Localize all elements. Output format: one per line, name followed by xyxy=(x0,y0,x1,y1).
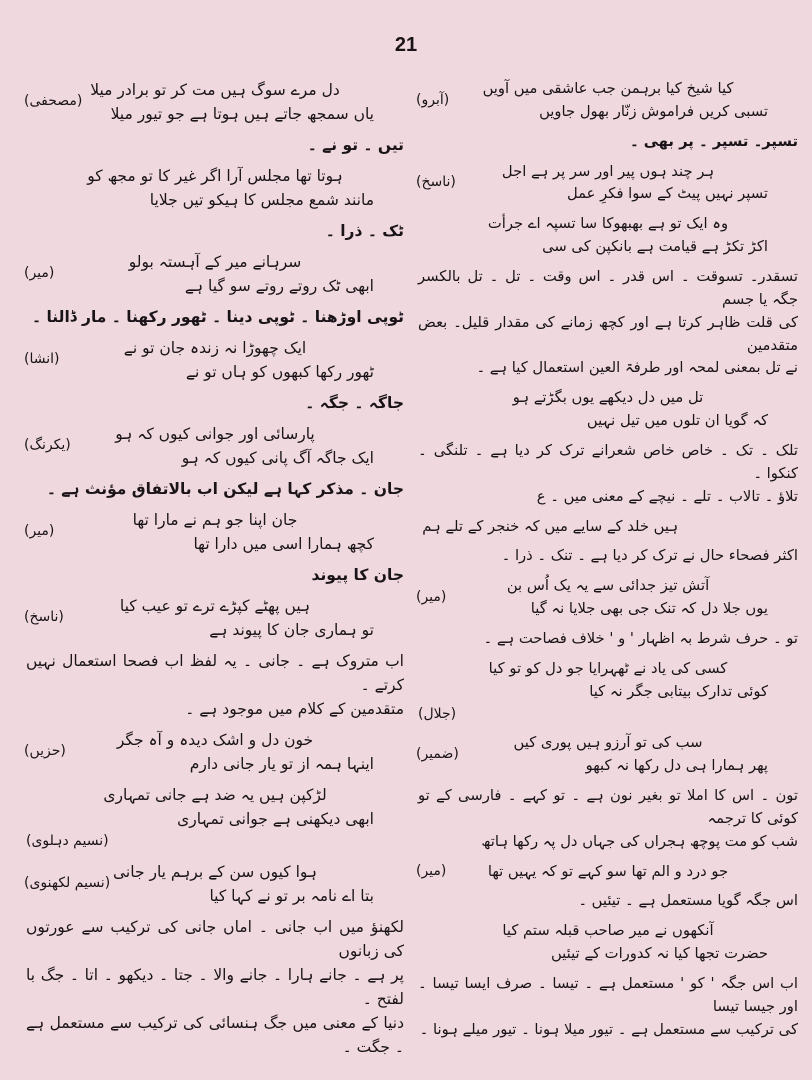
left-block xyxy=(26,508,404,556)
left-block xyxy=(26,219,404,243)
left-block xyxy=(26,391,404,415)
poet-attribution: (حزیں) xyxy=(24,743,66,760)
verse-line: ہوا کیوں سن کے برہم یار جانی xyxy=(113,863,317,882)
verse-line: جان اپنا جو ہم نے مارا تھا xyxy=(132,511,298,530)
verse-line: سرہانے میر کے آہستہ بولو xyxy=(128,253,302,272)
verse-line: پھر ہمارا ہی دل رکھا نہ کبھو xyxy=(585,757,768,775)
hemistich-line: ہیں خلد کے سایے میں کہ خنجر کے تلے ہم xyxy=(422,517,678,535)
verse-line: ایک جاگہ آگ پانی کیوں کہ ہو xyxy=(181,449,374,468)
poet-attribution: (میر) xyxy=(416,863,447,880)
verse-line: ہر چند ہوں پیر اور سر پر ہے اجل xyxy=(501,162,715,180)
verse-line: کوئی تدارک بیتابی جگر نہ کیا xyxy=(589,682,768,700)
verse-line: یاں سمجھ جاتے ہیں ہوتا ہے جو تیور میلا xyxy=(110,105,374,124)
left-block xyxy=(26,336,404,384)
left-block xyxy=(26,477,404,501)
verse-line: آتش تیز جدائی سے یہ یک اُس بن xyxy=(506,577,710,595)
right-block xyxy=(418,861,798,884)
verse-line: دل مرے سوگ ہیں مت کر تو برادر میلا xyxy=(90,81,340,99)
entry-heading: تیں ۔ تو نے ۔ xyxy=(307,136,404,155)
prose-line: اب متروک ہے ۔ جانی ۔ یہ لفظ اب فصحا استعمال نہیں کرتے ۔ xyxy=(26,652,404,695)
prose-line: تلاؤ ۔ تالاب ۔ تلے ۔ نیچے کے معنی میں ۔ ع xyxy=(536,487,798,505)
right-block xyxy=(418,890,798,913)
verse-line: خون دل و اشک دیدہ و آہ جگر xyxy=(116,731,314,750)
poet-attribution: (جلال) xyxy=(418,705,457,722)
verse-line: سب کی تو آرزو ہیں پوری کیں xyxy=(513,734,703,752)
prose-line: اس جگہ گویا مستعمل ہے ۔ تیئیں ۔ xyxy=(578,892,798,910)
verse-line: ہیں پھٹے کپڑے ترے تو عیب کیا xyxy=(119,597,311,616)
entry-heading: ٹک ۔ ذرا ۔ xyxy=(325,222,404,241)
poet-attribution: (نسیم دہلوی) xyxy=(26,833,109,850)
prose-line: تلک ۔ تک ۔ خاص خاص شعرانے ترک کر دیا ہے ۔ تلنگی ۔ کنکوا ۔ xyxy=(418,442,798,482)
left-block xyxy=(26,915,404,1059)
verse-line: کسی کی یاد نے ٹھہرایا جو دل کو تو کیا xyxy=(488,659,728,677)
right-block xyxy=(418,732,798,778)
verse-line: تسبی کریں فراموش زنّار بھول جاویں xyxy=(539,102,768,120)
verse-line: اکڑ تکڑ ہے قیامت ہے بانکپن کی سی xyxy=(542,238,768,256)
verse-line: کہ گویا ان تلوں میں تیل نہیں xyxy=(586,412,768,430)
left-block xyxy=(26,250,404,298)
poet-attribution: (نسیم لکھنوی) xyxy=(24,875,111,892)
right-block xyxy=(418,920,798,966)
verse-line: یوں جلا دل کہ تنک جی بھی جلایا نہ گیا xyxy=(530,600,768,618)
poet-attribution: (ناسخ) xyxy=(416,174,456,191)
right-block xyxy=(418,131,798,154)
poet-attribution: (یکرنگ) xyxy=(24,437,71,454)
verse-line: تسپر نہیں پیٹ کے سوا فکرِ عمل xyxy=(566,185,768,203)
prose-line: لکھنؤ میں اب جانی ۔ اماں جانی کی ترکیب سے عورتوں کی زبانوں xyxy=(26,918,404,961)
left-block xyxy=(26,563,404,587)
verse-line: ٹھور رکھا کبھوں کو ہاں تو نے xyxy=(185,363,374,382)
verse-line: جو درد و الم تھا سو کہے تو کہ یہیں تھا xyxy=(487,862,729,880)
poet-attribution: (ناسخ) xyxy=(24,609,64,626)
page-number: 21 xyxy=(394,34,418,56)
left-block xyxy=(26,305,404,329)
left-block xyxy=(26,133,404,157)
right-block xyxy=(418,545,798,568)
right-block xyxy=(418,387,798,433)
right-block xyxy=(418,785,798,854)
prose-line: نے تل بمعنی لمحہ اور طرفۃ العین استعمال کیا ہے ۔ xyxy=(476,359,798,377)
left-block xyxy=(26,78,404,126)
verse-line: لڑکپن ہیں یہ ضد ہے جانی تمہاری xyxy=(103,786,327,805)
verse-line: بتا اے نامہ بر تو نے کہا کیا xyxy=(209,887,374,906)
verse-line: ہوتا تھا مجلس آرا اگر غیر کا تو مجھ کو xyxy=(87,167,343,186)
prose-line: اکثر فصحاء حال نے ترک کر دیا ہے ۔ تنک ۔ ذرا ۔ xyxy=(501,547,798,565)
right-block xyxy=(418,78,798,124)
verse-line: ابھی ٹک روتے روتے سو گیا ہے xyxy=(184,277,374,296)
poet-attribution: (میر) xyxy=(416,589,447,606)
left-block xyxy=(26,649,404,721)
prose-line: اب اس جگہ ' کو ' مستعمل ہے ۔ تیسا ۔ صرف ایسا تیسا ۔ اور جیسا تیسا xyxy=(418,975,798,1015)
left-block xyxy=(26,164,404,212)
prose-line: تسقدر۔ تسوقت ۔ اس قدر ۔ اس وقت ۔ تل ۔ تل بالکسر جگہ یا جسم xyxy=(418,268,798,308)
right-block xyxy=(418,266,798,380)
verse-line: تل میں دل دیکھے یوں بگڑتے ہو xyxy=(512,389,704,407)
left-block xyxy=(26,860,404,908)
verse-line: ایک چھوڑا نہ زندہ جان تو نے xyxy=(123,339,307,358)
left-block xyxy=(26,422,404,470)
right-block xyxy=(418,973,798,1042)
entry-heading: جان ۔ مذکر کہا ہے لیکن اب بالاتفاق مؤنث ہے ۔ xyxy=(46,480,404,499)
prose-line: تو ۔ حرف شرط بہ اظہار ' و ' خلاف فصاحت ہے ۔ xyxy=(483,630,798,648)
verse-line: مانند شمع مجلس کا ہیکو تیں جلایا xyxy=(149,191,374,210)
right-block xyxy=(418,440,798,509)
prose-line: متقدمین کے کلام میں موجود ہے ۔ xyxy=(185,700,404,719)
verse-line: آنکھوں نے میر صاحب قبلہ ستم کیا xyxy=(502,922,714,940)
right-column xyxy=(418,78,798,1049)
entry-heading: جاگہ ۔ جگہ ۔ xyxy=(305,394,404,413)
prose-line: کی قلت ظاہر کرتا ہے اور کچھ زمانے کی مقدار قلیل۔ بعض متقدمین xyxy=(418,313,798,354)
poet-attribution: (میر) xyxy=(24,523,55,540)
prose-line: پر ہے ۔ جانے ہارا ۔ جانے والا ۔ جتا ۔ دیکھو ۔ اتا ۔ جگ با لفتح ۔ xyxy=(26,966,404,1009)
left-block xyxy=(26,594,404,642)
entry-heading: تسپر۔ تسپر ۔ پر بھی ۔ xyxy=(629,132,798,150)
verse-line: اینہا ہمہ از تو یار جانی دارم xyxy=(189,755,374,774)
right-block xyxy=(418,658,798,725)
right-block xyxy=(418,575,798,621)
verse-line: کیا شیخ کیا برہمن جب عاشقی میں آویں xyxy=(482,80,734,97)
right-block xyxy=(418,628,798,651)
verse-line: کچھ ہمارا اسی میں دارا تھا xyxy=(193,535,374,554)
poet-attribution: (مصحفی) xyxy=(24,93,83,110)
entry-heading: ٹوپی اوڑھنا ۔ ٹوپی دینا ۔ ٹھور رکھنا ۔ مار ڈالنا ۔ xyxy=(32,308,404,327)
prose-line: دنیا کے معنی میں جگ ہنسائی کی ترکیب سے مستعمل ہے ۔ جگت ۔ xyxy=(26,1014,404,1057)
verse-line: وہ ایک تو ہے بھبھوکا سا تسپہ اے جرأت xyxy=(487,215,729,233)
left-column xyxy=(26,78,404,1066)
verse-line: حضرت تجھا کیا نہ کدورات کے تیئیں xyxy=(550,945,768,963)
prose-line: شب کو مت پوچھ ہجراں کی جہاں دل پہ رکھا ہاتھ xyxy=(481,832,798,850)
verse-line: پارسائی اور جوانی کیوں کہ ہو xyxy=(115,425,315,444)
prose-line: کی ترکیب سے مستعمل ہے ۔ تیور میلا ہونا ۔ تیور میلے ہونا ۔ xyxy=(419,1020,798,1038)
verse-line: تو ہماری جان کا پیوند ہے xyxy=(209,621,374,640)
prose-line: تون ۔ اس کا املا تو بغیر نون ہے ۔ تو کہے ۔ فارسی کے تو کوئی کا ترجمہ xyxy=(418,787,798,827)
verse-line: ابھی دیکھنی ہے جوانی تمہاری xyxy=(177,810,374,829)
left-block xyxy=(26,783,404,853)
poet-attribution: (ضمیر) xyxy=(416,746,459,763)
poet-attribution: (آبرو) xyxy=(416,92,450,109)
right-block xyxy=(418,213,798,259)
right-block xyxy=(418,516,798,539)
poet-attribution: (میر) xyxy=(24,265,55,282)
poet-attribution: (انشا) xyxy=(24,351,60,368)
right-block xyxy=(418,161,798,207)
entry-heading: جان کا پیوند xyxy=(311,566,404,585)
left-block xyxy=(26,728,404,776)
